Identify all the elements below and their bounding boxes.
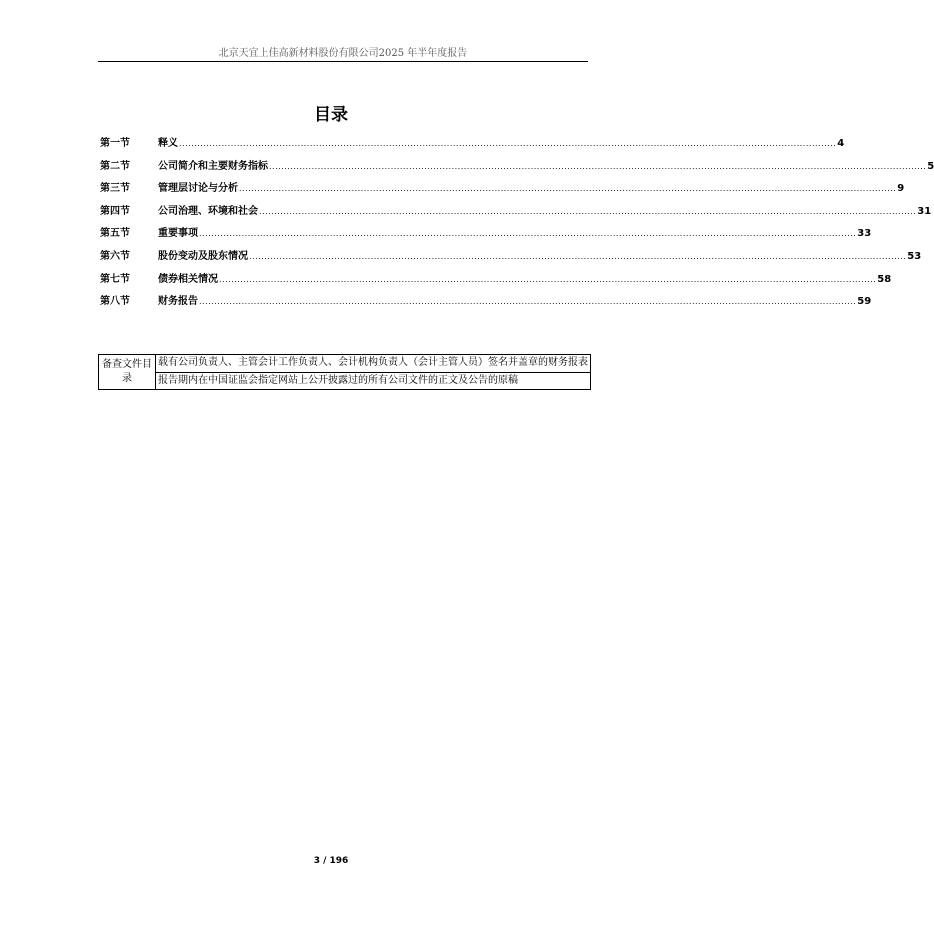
table-row [99, 355, 591, 373]
toc-leader-dots: ........................................................................................................................................................................................................................ [179, 139, 837, 148]
toc-leader-dots: ........................................................................................................................................................................................................................ [249, 251, 907, 261]
toc-page-number: 5 [927, 160, 934, 172]
reference-files-label: 备查文件目录 [99, 355, 156, 390]
reference-files-table [98, 354, 591, 390]
toc-page-number: 58 [877, 273, 892, 285]
toc-entry[interactable] [100, 134, 845, 157]
toc-page-number: 33 [857, 228, 872, 240]
page-number: 3 / 196 [313, 856, 349, 866]
toc-entry[interactable] [100, 179, 905, 202]
report-header: 北京天宜上佳高新材料股份有限公司2025 年半年度报告 [218, 48, 468, 59]
toc-section-number: 第七节 [100, 273, 130, 285]
toc-section-number: 第八节 [100, 296, 130, 308]
toc-section-title: 释义 [158, 138, 178, 149]
table-of-contents [100, 134, 934, 315]
table-row [99, 372, 591, 390]
toc-leader-dots: ........................................................................................................................................................................................................................ [259, 206, 917, 216]
toc-entry[interactable] [100, 202, 932, 225]
toc-section-title: 管理层讨论与分析 [158, 183, 238, 195]
reference-file-item: 载有公司负责人、主管会计工作负责人、会计机构负责人（会计主管人员）签名并盖章的财务报表 [156, 355, 591, 373]
toc-section-number: 第三节 [100, 183, 130, 195]
toc-page-number: 59 [857, 296, 872, 308]
toc-leader-dots: ........................................................................................................................................................................................................................ [269, 161, 927, 171]
toc-entry[interactable] [100, 247, 922, 270]
toc-section-title: 公司治理、环境和社会 [158, 205, 258, 217]
toc-section-number: 第五节 [100, 228, 130, 240]
toc-entry[interactable] [100, 157, 934, 180]
header-divider [98, 61, 588, 62]
toc-entry[interactable] [100, 270, 892, 293]
toc-section-number: 第六节 [100, 250, 130, 262]
toc-page-number: 9 [897, 183, 905, 195]
toc-section-number: 第一节 [100, 138, 130, 149]
toc-leader-dots: ........................................................................................................................................................................................................................ [239, 184, 897, 194]
reference-file-item: 报告期内在中国证监会指定网站上公开披露过的所有公司文件的正文及公告的原稿 [156, 372, 591, 390]
toc-page-number: 4 [837, 138, 845, 149]
toc-section-title: 公司简介和主要财务指标 [158, 160, 268, 172]
toc-leader-dots: ........................................................................................................................................................................................................................ [219, 274, 877, 284]
toc-section-number: 第二节 [100, 160, 130, 172]
toc-leader-dots: ........................................................................................................................................................................................................................ [199, 229, 857, 239]
toc-section-title: 财务报告 [158, 296, 198, 308]
toc-section-number: 第四节 [100, 205, 130, 217]
toc-title: 目录 [314, 105, 348, 125]
toc-page-number: 53 [907, 250, 922, 262]
toc-section-title: 股份变动及股东情况 [158, 250, 248, 262]
toc-entry[interactable] [100, 292, 872, 315]
toc-section-title: 重要事项 [158, 228, 198, 240]
toc-section-title: 债券相关情况 [158, 273, 218, 285]
toc-page-number: 31 [917, 205, 932, 217]
toc-entry[interactable] [100, 224, 872, 247]
toc-leader-dots: ........................................................................................................................................................................................................................ [199, 297, 857, 307]
